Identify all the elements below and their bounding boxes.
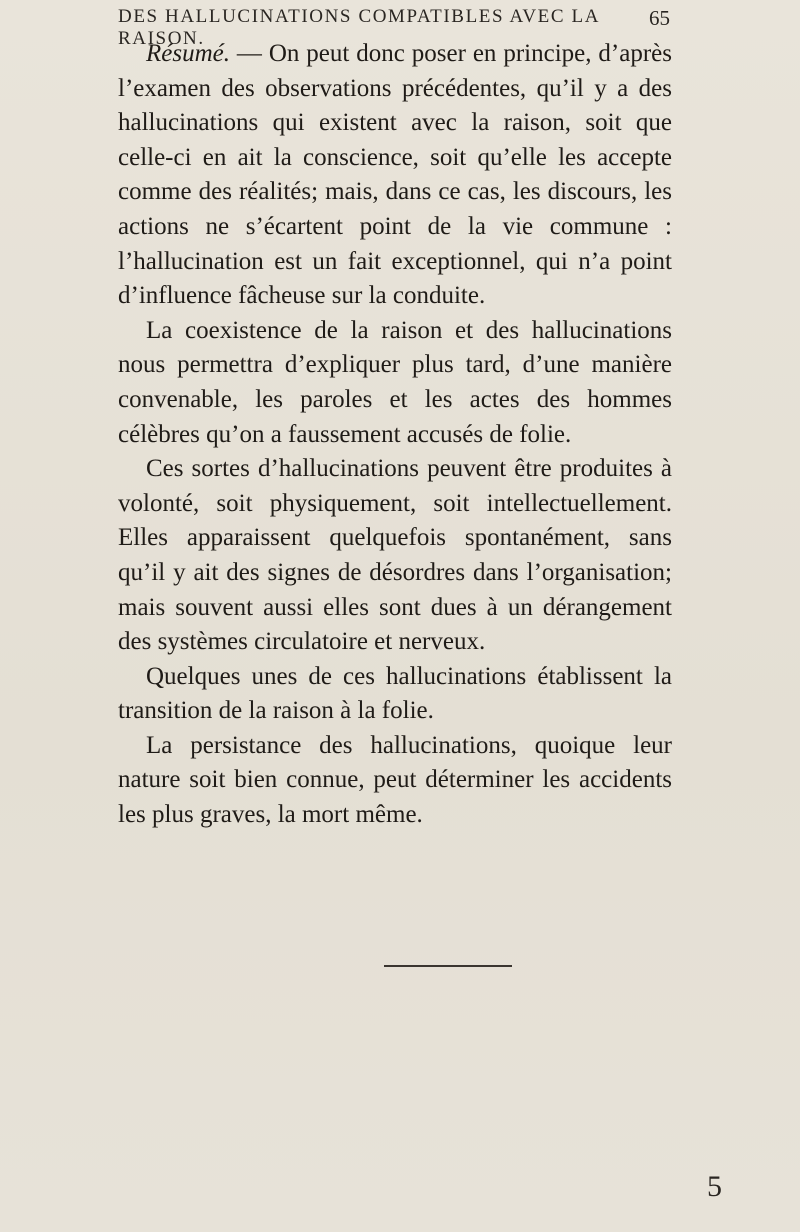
page-number: 65 <box>649 6 670 30</box>
paragraph-transition: Quelques unes de ces hallucinations établissent la transition de la raison à la folie. <box>118 662 672 725</box>
paragraph-summary <box>118 37 672 314</box>
closing-rule <box>384 965 512 967</box>
paragraph-production: Ces sortes d’hallucinations peuvent être produites à volonté, soit physiquement, soit intellectuellement. Elles apparaissent quelquefois spontanément, sans qu’il y ait des signes de désordres dans l’organisation; mais souvent aussi elles sont dues à un dérangement des systèmes circulatoire et nerveux. <box>118 455 672 656</box>
signature-mark: 5 <box>707 1170 722 1203</box>
running-head-title: DES HALLUCINATIONS COMPATIBLES AVEC LA RAISON. <box>118 6 599 49</box>
paragraph-coexistence: La coexistence de la raison et des hallucinations nous permettra d’expliquer plus tard, d’une manière convenable, les paroles et les actes des hommes célèbres qu’on a faussement accusés de folie. <box>118 316 672 448</box>
body-text <box>118 37 672 833</box>
summary-label: Résumé. <box>146 40 230 67</box>
paragraph-text: — On peut donc poser en principe, d’après l’examen des observations précédentes, qu’il y a des hallucinations qui existent avec la raison, soit que celle-ci en ait la conscience, soit qu’elle les accepte comme des réalités; mais, dans ce cas, les discours, les actions ne s’écartent point de la vie commune : l’hallucination est un fait exceptionnel, qui n’a point d’influence fâcheuse sur la conduite. <box>118 40 672 310</box>
paragraph-persistence: La persistance des hallucinations, quoique leur nature soit bien connue, peut déterminer les accidents les plus graves, la mort même. <box>118 731 672 829</box>
